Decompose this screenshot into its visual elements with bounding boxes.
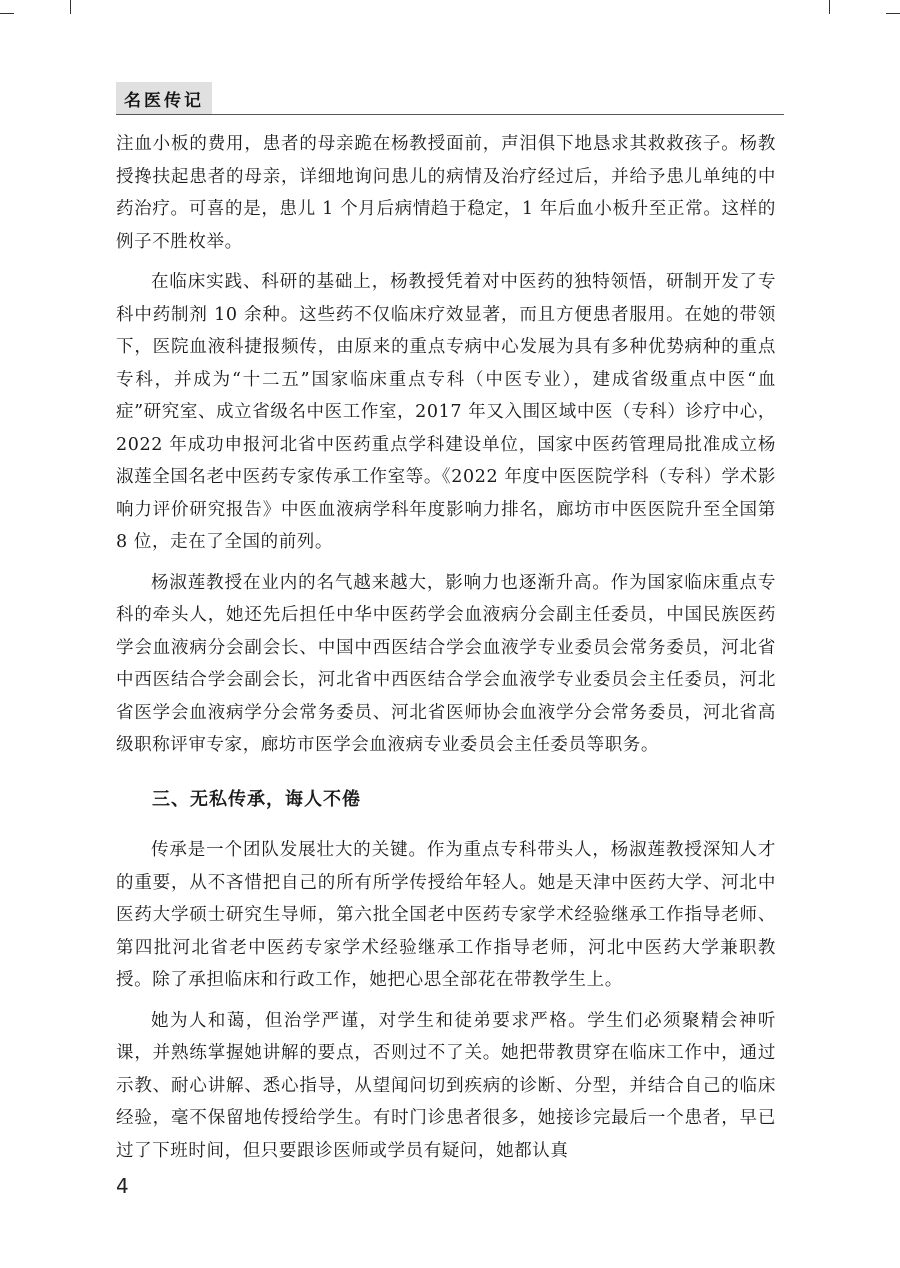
- running-header: 名医传记: [116, 82, 212, 114]
- header-rule: [116, 114, 784, 115]
- crop-mark-top-left-h: [0, 13, 14, 14]
- paragraph: 她为人和蔼，但治学严谨，对学生和徒弟要求严格。学生们必须聚精会神听课，并熟练掌握她讲解的要点，否则过不了关。她把带教贯穿在临床工作中，通过示教、耐心讲解、悉心指导，从望闻问切到疾病的诊断、分型，并结合自己的临床经验，毫不保留地传授给学生。有时门诊患者很多，她接诊完最后一个患者，早已过了下班时间，但只要跟诊医师或学员有疑问，她都认真: [116, 1010, 776, 1161]
- paragraph: 在临床实践、科研的基础上，杨教授凭着对中医药的独特领悟，研制开发了专科中药制剂 10 余种。这些药不仅临床疗效显著，而且方便患者服用。在她的带领下，医院血液科捷报频传，由原来的重点专病中心发展为具有多种优势病种的重点专科，并成为“十二五”国家临床重点专科（中医专业），建成省级重点中医“血症”研究室、成立省级名中医工作室，2017 年又入围区域中医（专科）诊疗中心，2022 年成功申报河北省中医药重点学科建设单位，国家中医药管理局批准成立杨淑莲全国名老中医药专家传承工作室等。《2022 年度中医医院学科（专科）学术影响力评价研究报告》中医血液病学科年度影响力排名，廊坊市中医医院升至全国第 8 位，走在了全国的前列。: [116, 272, 776, 552]
- section-heading: 三、无私传承，诲人不倦: [152, 788, 361, 810]
- page-number: 4: [116, 1174, 129, 1198]
- paragraph: 传承是一个团队发展壮大的关键。作为重点专科带头人，杨淑莲教授深知人才的重要，从不吝惜把自己的所有所学传授给年轻人。她是天津中医药大学、河北中医药大学硕士研究生导师，第六批全国老中医药专家学术经验继承工作指导老师、第四批河北省老中医药专家学术经验继承工作指导老师，河北中医药大学兼职教授。除了承担临床和行政工作，她把心思全部花在带教学生上。: [116, 840, 776, 990]
- crop-mark-top-right: [829, 0, 830, 14]
- paragraph: 杨淑莲教授在业内的名气越来越大，影响力也逐渐升高。作为国家临床重点专科的牵头人，她还先后担任中华中医药学会血液病分会副主任委员，中国民族医药学会血液病分会副会长、中国中西医结合学会血液学专业委员会常务委员，河北省中西医结合学会副会长，河北省中西医结合学会血液学专业委员会主任委员，河北省医学会血液病学分会常务委员、河北省医师协会血液学分会常务委员，河北省高级职称评审专家，廊坊市医学会血液病专业委员会主任委员等职务。: [116, 572, 776, 755]
- body-text: [116, 128, 776, 1175]
- paragraph: 注血小板的费用，患者的母亲跪在杨教授面前，声泪俱下地恳求其救救孩子。杨教授搀扶起患者的母亲，详细地询问患儿的病情及治疗经过后，并给予患儿单纯的中药治疗。可喜的是，患儿 1 个月后病情趋于稳定，1 年后血小板升至正常。这样的例子不胜枚举。: [116, 134, 776, 252]
- crop-mark-top-right-h: [886, 13, 900, 14]
- crop-mark-top-left: [70, 0, 71, 14]
